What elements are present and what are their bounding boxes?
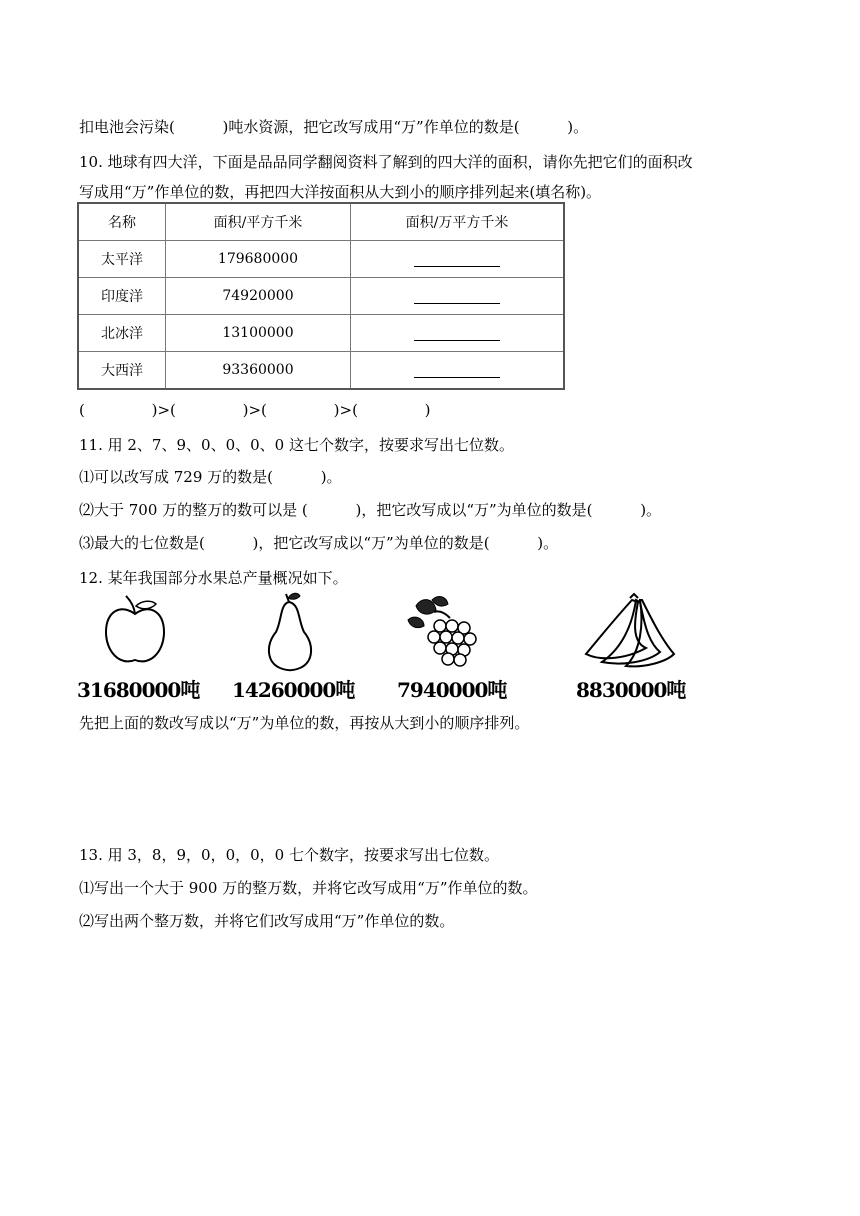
q11-part1: ⑴可以改写成 729 万的数是( )。	[79, 468, 342, 486]
ocean-area: 74920000	[166, 278, 351, 315]
banana-icon	[582, 592, 678, 670]
q13-part1: ⑴写出一个大于 900 万的整万数，并将它改写成用“万”作单位的数。	[79, 879, 538, 897]
ocean-name: 北冰洋	[78, 315, 166, 352]
q11-title: 11. 用 2、7、9、0、0、0、0 这七个数字，按要求写出七位数。	[79, 436, 514, 454]
pear-amount: 14260000吨	[232, 678, 355, 702]
ocean-area: 13100000	[166, 315, 351, 352]
answer-blank[interactable]	[351, 352, 565, 390]
q11-part3: ⑶最大的七位数是( )，把它改写成以“万”为单位的数是( )。	[79, 534, 559, 552]
q11-part2: ⑵大于 700 万的整万的数可以是 ( )，把它改写成以“万”为单位的数是( )。	[79, 501, 662, 519]
q13-title: 13. 用 3，8，9，0，0，0，0 七个数字，按要求写出七位数。	[79, 846, 499, 864]
ocean-name: 大西洋	[78, 352, 166, 390]
pear-icon	[258, 592, 320, 672]
q10-line2: 写成用“万”作单位的数，再把四大洋按面积从大到小的顺序排列起来(填名称)。	[79, 183, 602, 201]
answer-blank[interactable]	[351, 315, 565, 352]
grapes-amount: 7940000吨	[397, 678, 507, 702]
header-area-wan-km2: 面积/万平方千米	[351, 203, 565, 241]
q10-order-line: ( )>( )>( )>( )	[79, 401, 431, 419]
ocean-area: 179680000	[166, 241, 351, 278]
q12-instruction: 先把上面的数改写成以“万”为单位的数，再按从大到小的顺序排列。	[79, 714, 530, 732]
grapes-icon	[404, 592, 484, 670]
q10-line1: 10. 地球有四大洋，下面是品品同学翻阅资料了解到的四大洋的面积，请你先把它们的面积改	[79, 153, 693, 171]
banana-amount: 8830000吨	[576, 678, 686, 702]
table-row	[78, 352, 564, 390]
ocean-area: 93360000	[166, 352, 351, 390]
table-row	[78, 241, 564, 278]
q9-tail-text: 扣电池会污染( )吨水资源，把它改写成用“万”作单位的数是( )。	[79, 118, 589, 136]
header-name: 名称	[78, 203, 166, 241]
ocean-area-table	[77, 202, 565, 390]
q12-title: 12. 某年我国部分水果总产量概况如下。	[79, 569, 348, 587]
header-area-km2: 面积/平方千米	[166, 203, 351, 241]
answer-blank[interactable]	[351, 278, 565, 315]
apple-icon	[100, 592, 170, 670]
table-row	[78, 278, 564, 315]
ocean-name: 印度洋	[78, 278, 166, 315]
answer-blank[interactable]	[351, 241, 565, 278]
table-row	[78, 315, 564, 352]
q13-part2: ⑵写出两个整万数，并将它们改写成用“万”作单位的数。	[79, 912, 455, 930]
apple-amount: 31680000吨	[77, 678, 200, 702]
table-header-row	[78, 203, 564, 241]
ocean-name: 太平洋	[78, 241, 166, 278]
